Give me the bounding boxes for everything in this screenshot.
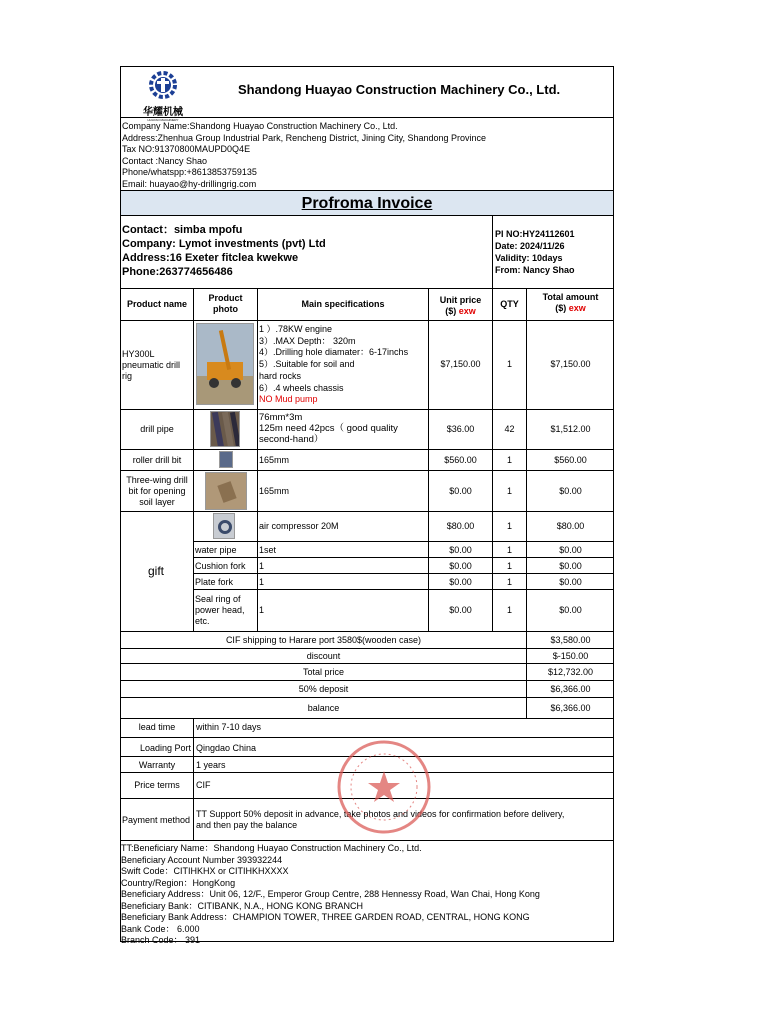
wing-unit-price: $0.00 xyxy=(449,486,472,496)
gift-item-spec: 1 xyxy=(259,561,265,571)
gift-item-total: $0.00 xyxy=(559,577,582,587)
loading-port-value: Qingdao China xyxy=(196,743,257,753)
wing-name: Three-wing drill bit for opening soil layer xyxy=(126,475,188,507)
gift-item-qty: 1 xyxy=(506,561,512,571)
pi-from: From: Nancy Shao xyxy=(495,265,575,275)
customer-phone: Phone:263774656486 xyxy=(122,266,233,278)
payment-value: TT Support 50% deposit in advance, take photos and videos for confirmation before delivery, and then pay the balance xyxy=(196,809,565,830)
customer-block xyxy=(122,223,326,279)
roller-qty: 1 xyxy=(506,455,512,465)
gift-item-qty: 1 xyxy=(506,577,512,587)
bank-info-line: Beneficiary Bank Address：CHAMPION TOWER, THREE GARDEN ROAD, CENTRAL, HONG KONG xyxy=(121,912,530,922)
rig-name: HY300L pneumatic drill rig xyxy=(122,349,181,381)
header-unit-price: Unit price ($) exw xyxy=(439,295,482,316)
bank-info-line: Bank Code： 6.000 xyxy=(121,923,200,934)
roller-photo xyxy=(219,451,233,468)
rig-specs: 1 ）.78KW engine 3）.MAX Depth： 320m 4）.Drilling hole diamater：6-17inchs 5）.Suitable for soil and hard rocks 6）.4 wheels chassis NO Mud pump xyxy=(259,324,409,405)
bank-info-line: Country/Region：HongKong xyxy=(121,877,236,888)
summary-value: $12,732.00 xyxy=(547,667,594,677)
gift-item-total: $0.00 xyxy=(559,561,582,571)
compressor-total: $80.00 xyxy=(556,521,585,531)
pipe-name: drill pipe xyxy=(140,424,174,434)
bank-info-line: Beneficiary Bank：CITIBANK, N.A., HONG KONG BRANCH xyxy=(121,900,364,911)
seal-qty: 1 xyxy=(506,605,512,615)
summary-value: $-150.00 xyxy=(552,651,589,661)
gift-item-total: $0.00 xyxy=(559,545,582,555)
customer-company: Company: Lymot investments (pvt) Ltd xyxy=(122,238,326,250)
company-seal-stamp xyxy=(336,739,432,835)
company-info-line: Phone/whatspp:+8613853759135 xyxy=(122,167,257,177)
gift-item-name: Cushion fork xyxy=(195,561,246,571)
seal-unit-price: $0.00 xyxy=(449,605,472,615)
bank-info-line: TT:Beneficiary Name：Shandong Huayao Construction Machinery Co., Ltd. xyxy=(121,843,422,853)
seal-name: Seal ring of power head, etc. xyxy=(195,594,245,626)
company-logo xyxy=(138,70,188,122)
customer-contact: Contact：simba mpofu xyxy=(122,224,243,236)
header-total: Total amount ($) exw xyxy=(542,292,599,313)
bank-info-line: Swift Code：CITIHKHX or CITIHKHXXXX xyxy=(121,866,289,876)
bank-info xyxy=(121,843,540,947)
wing-qty: 1 xyxy=(506,486,512,496)
compressor-spec: air compressor 20M xyxy=(259,521,339,531)
loading-port-label: Loading Port xyxy=(140,743,192,753)
gift-item-name: water pipe xyxy=(195,545,237,555)
pipe-total: $1,512.00 xyxy=(550,424,591,434)
company-info-line: Company Name:Shandong Huayao Construction Machinery Co., Ltd. xyxy=(122,121,398,131)
rig-unit-price: $7,150.00 xyxy=(440,359,481,369)
roller-spec: 165mm xyxy=(259,455,290,465)
roller-name: roller drill bit xyxy=(132,455,182,465)
wing-photo xyxy=(205,472,247,510)
summary-label: Total price xyxy=(302,667,345,677)
gift-item-unit-price: $0.00 xyxy=(449,545,472,555)
pipe-qty: 42 xyxy=(504,424,515,434)
roller-unit-price: $560.00 xyxy=(444,455,477,465)
price-terms-value: CIF xyxy=(196,780,211,790)
gift-item-name: Plate fork xyxy=(195,577,234,587)
rig-photo xyxy=(196,323,254,405)
seal-total: $0.00 xyxy=(559,605,582,615)
header-qty: QTY xyxy=(500,299,519,309)
header-product-name: Product name xyxy=(126,299,187,309)
roller-total: $560.00 xyxy=(554,455,587,465)
warranty-value: 1 years xyxy=(196,760,226,770)
price-terms-label: Price terms xyxy=(134,780,180,790)
pipe-unit-price: $36.00 xyxy=(446,424,475,434)
gift-item-unit-price: $0.00 xyxy=(449,577,472,587)
pipe-photo xyxy=(210,411,240,447)
rig-qty: 1 xyxy=(506,359,512,369)
company-info-line: Tax NO:91370800MAUPD0Q4E xyxy=(122,144,251,154)
summary-label: 50% deposit xyxy=(298,684,349,694)
gift-item-spec: 1 xyxy=(259,577,265,587)
compressor-qty: 1 xyxy=(506,521,512,531)
company-info-line: Address:Zhenhua Group Industrial Park, Rencheng District, Jining City, Shandong Province xyxy=(122,132,487,143)
lead-time-label: lead time xyxy=(138,722,176,732)
summary-value: $3,580.00 xyxy=(550,635,591,645)
wing-total: $0.00 xyxy=(559,486,582,496)
customer-address: Address:16 Exeter fitclea kwekwe xyxy=(122,252,299,264)
company-title: Shandong Huayao Construction Machinery Co., Ltd. xyxy=(238,82,561,97)
bank-info-line: Beneficiary Address：Unit 06, 12/F., Emperor Group Centre, 288 Hennessy Road, Wan Chai, Hong Kong xyxy=(121,889,540,899)
header-product-photo: Product photo xyxy=(208,293,243,314)
rig-total: $7,150.00 xyxy=(550,359,591,369)
pi-block xyxy=(495,228,575,276)
company-info-line: Email: huayao@hy-drillingrig.com xyxy=(122,178,257,189)
summary-label: discount xyxy=(306,651,341,661)
pi-validity: Validity: 10days xyxy=(495,253,563,263)
company-info xyxy=(122,121,486,190)
bank-info-line: Beneficiary Account Number 393932244 xyxy=(121,854,283,865)
summary-label: CIF shipping to Harare port 3580$(wooden case) xyxy=(225,635,422,645)
seal-spec: 1 xyxy=(259,605,265,615)
company-info-line: Contact :Nancy Shao xyxy=(122,155,208,166)
summary-label: balance xyxy=(307,703,340,713)
rig-spec-note: NO Mud pump xyxy=(259,394,318,405)
compressor-photo xyxy=(213,513,235,539)
summary-value: $6,366.00 xyxy=(550,684,591,694)
invoice-title: Profroma Invoice xyxy=(301,195,433,212)
gift-item-unit-price: $0.00 xyxy=(449,561,472,571)
payment-label: Payment method xyxy=(122,815,191,825)
logo-text: 华耀机械 xyxy=(143,107,183,118)
compressor-unit-price: $80.00 xyxy=(446,521,475,531)
gift-item-spec: 1set xyxy=(259,545,277,555)
summary-value: $6,366.00 xyxy=(550,703,591,713)
header-specifications: Main specifications xyxy=(301,299,385,309)
pi-number: PI NO:HY24112601 xyxy=(495,229,575,239)
gear-logo-icon xyxy=(138,70,188,102)
lead-time-value: within 7-10 days xyxy=(196,722,262,732)
warranty-label: Warranty xyxy=(138,760,176,770)
gift-label: gift xyxy=(148,564,165,578)
pipe-specs: 76mm*3m 125m need 42pcs（ good quality second-hand） xyxy=(259,412,398,445)
bank-info-line: Branch Code： 391 xyxy=(121,935,201,945)
logo-subtext: HUAYAO MACHINERY xyxy=(147,118,179,122)
wing-spec: 165mm xyxy=(259,486,290,496)
pi-date: Date: 2024/11/26 xyxy=(495,241,565,251)
gift-item-qty: 1 xyxy=(506,545,512,555)
